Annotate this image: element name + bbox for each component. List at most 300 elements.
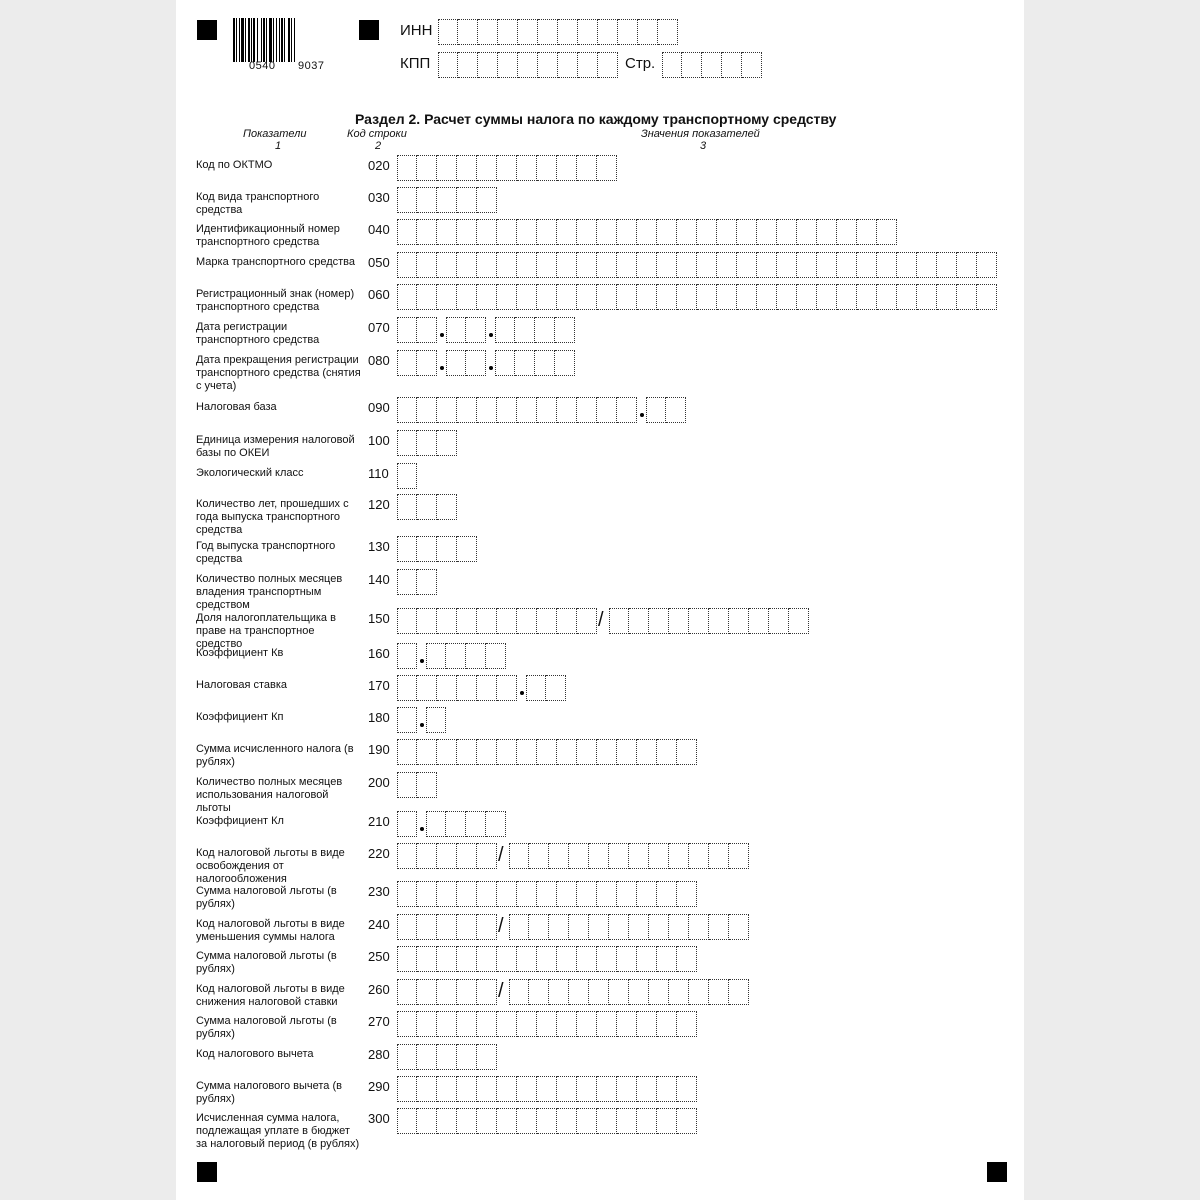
row-field-160[interactable]: [397, 643, 506, 669]
row-field-130[interactable]: [397, 536, 477, 562]
input-cell[interactable]: [397, 707, 417, 733]
input-cell[interactable]: [477, 187, 497, 213]
cell-group[interactable]: [446, 350, 486, 376]
input-cell[interactable]: [457, 1076, 477, 1102]
cell-group[interactable]: [397, 979, 497, 1005]
input-cell[interactable]: [557, 397, 577, 423]
input-cell[interactable]: [509, 979, 529, 1005]
input-cell[interactable]: [437, 1044, 457, 1070]
cell-group[interactable]: [397, 643, 417, 669]
input-cell[interactable]: [877, 252, 897, 278]
input-cell[interactable]: [609, 608, 629, 634]
input-cell[interactable]: [517, 608, 537, 634]
input-cell[interactable]: [617, 739, 637, 765]
cell-group[interactable]: [397, 914, 497, 940]
input-cell[interactable]: [397, 219, 417, 245]
input-cell[interactable]: [649, 914, 669, 940]
input-cell[interactable]: [529, 979, 549, 1005]
input-cell[interactable]: [609, 979, 629, 1005]
input-cell[interactable]: [577, 946, 597, 972]
input-cell[interactable]: [682, 52, 702, 78]
input-cell[interactable]: [729, 979, 749, 1005]
input-cell[interactable]: [397, 811, 417, 837]
input-cell[interactable]: [569, 843, 589, 869]
input-cell[interactable]: [526, 675, 546, 701]
input-cell[interactable]: [917, 284, 937, 310]
input-cell[interactable]: [637, 1076, 657, 1102]
input-cell[interactable]: [517, 252, 537, 278]
input-cell[interactable]: [737, 284, 757, 310]
input-cell[interactable]: [457, 881, 477, 907]
input-cell[interactable]: [457, 284, 477, 310]
row-field-040[interactable]: [397, 219, 897, 245]
input-cell[interactable]: [817, 219, 837, 245]
input-cell[interactable]: [515, 317, 535, 343]
input-cell[interactable]: [478, 19, 498, 45]
input-cell[interactable]: [397, 252, 417, 278]
input-cell[interactable]: [446, 317, 466, 343]
input-cell[interactable]: [617, 252, 637, 278]
input-cell[interactable]: [537, 155, 557, 181]
input-cell[interactable]: [557, 946, 577, 972]
input-cell[interactable]: [937, 284, 957, 310]
input-cell[interactable]: [497, 608, 517, 634]
input-cell[interactable]: [437, 155, 457, 181]
input-cell[interactable]: [437, 675, 457, 701]
input-cell[interactable]: [497, 881, 517, 907]
input-cell[interactable]: [417, 1108, 437, 1134]
input-cell[interactable]: [677, 739, 697, 765]
input-cell[interactable]: [702, 52, 722, 78]
input-cell[interactable]: [417, 608, 437, 634]
input-cell[interactable]: [549, 843, 569, 869]
input-cell[interactable]: [537, 1108, 557, 1134]
input-cell[interactable]: [517, 1076, 537, 1102]
input-cell[interactable]: [517, 397, 537, 423]
input-cell[interactable]: [417, 914, 437, 940]
input-cell[interactable]: [477, 1076, 497, 1102]
input-cell[interactable]: [598, 19, 618, 45]
input-cell[interactable]: [497, 155, 517, 181]
input-cell[interactable]: [397, 675, 417, 701]
input-cell[interactable]: [549, 914, 569, 940]
cell-group[interactable]: [397, 881, 697, 907]
input-cell[interactable]: [417, 772, 437, 798]
input-cell[interactable]: [478, 52, 498, 78]
input-cell[interactable]: [597, 1011, 617, 1037]
cell-group[interactable]: [397, 397, 637, 423]
input-cell[interactable]: [577, 1076, 597, 1102]
input-cell[interactable]: [417, 881, 437, 907]
input-cell[interactable]: [417, 494, 437, 520]
input-cell[interactable]: [537, 1011, 557, 1037]
input-cell[interactable]: [877, 219, 897, 245]
cell-group[interactable]: [397, 675, 517, 701]
input-cell[interactable]: [557, 881, 577, 907]
row-field-060[interactable]: [397, 284, 997, 310]
input-cell[interactable]: [397, 979, 417, 1005]
row-field-190[interactable]: [397, 739, 697, 765]
input-cell[interactable]: [497, 1108, 517, 1134]
input-cell[interactable]: [397, 317, 417, 343]
input-cell[interactable]: [486, 811, 506, 837]
row-field-180[interactable]: [397, 707, 446, 733]
input-cell[interactable]: [589, 914, 609, 940]
input-cell[interactable]: [477, 675, 497, 701]
input-cell[interactable]: [722, 52, 742, 78]
input-cell[interactable]: [509, 914, 529, 940]
input-cell[interactable]: [677, 284, 697, 310]
input-cell[interactable]: [495, 317, 515, 343]
cell-group[interactable]: [397, 1108, 697, 1134]
input-cell[interactable]: [669, 608, 689, 634]
input-cell[interactable]: [717, 219, 737, 245]
row-field-020[interactable]: [397, 155, 617, 181]
input-cell[interactable]: [697, 252, 717, 278]
input-cell[interactable]: [617, 284, 637, 310]
input-cell[interactable]: [437, 608, 457, 634]
input-cell[interactable]: [397, 397, 417, 423]
input-cell[interactable]: [477, 843, 497, 869]
input-cell[interactable]: [417, 252, 437, 278]
inn-field[interactable]: [438, 19, 678, 45]
input-cell[interactable]: [477, 284, 497, 310]
input-cell[interactable]: [777, 252, 797, 278]
input-cell[interactable]: [558, 19, 578, 45]
row-field-270[interactable]: [397, 1011, 697, 1037]
cell-group[interactable]: [397, 811, 417, 837]
input-cell[interactable]: [498, 52, 518, 78]
input-cell[interactable]: [657, 881, 677, 907]
input-cell[interactable]: [977, 284, 997, 310]
input-cell[interactable]: [457, 1044, 477, 1070]
input-cell[interactable]: [457, 946, 477, 972]
input-cell[interactable]: [657, 284, 677, 310]
input-cell[interactable]: [537, 946, 557, 972]
input-cell[interactable]: [837, 284, 857, 310]
input-cell[interactable]: [497, 675, 517, 701]
input-cell[interactable]: [777, 284, 797, 310]
input-cell[interactable]: [857, 219, 877, 245]
input-cell[interactable]: [397, 643, 417, 669]
row-field-250[interactable]: [397, 946, 697, 972]
input-cell[interactable]: [677, 219, 697, 245]
input-cell[interactable]: [397, 881, 417, 907]
input-cell[interactable]: [638, 19, 658, 45]
input-cell[interactable]: [446, 811, 466, 837]
input-cell[interactable]: [577, 608, 597, 634]
input-cell[interactable]: [518, 52, 538, 78]
cell-group[interactable]: [397, 843, 497, 869]
input-cell[interactable]: [717, 284, 737, 310]
row-field-200[interactable]: [397, 772, 437, 798]
input-cell[interactable]: [517, 1011, 537, 1037]
cell-group[interactable]: [397, 569, 437, 595]
input-cell[interactable]: [709, 843, 729, 869]
input-cell[interactable]: [629, 843, 649, 869]
input-cell[interactable]: [477, 155, 497, 181]
row-field-080[interactable]: [397, 350, 575, 376]
input-cell[interactable]: [437, 284, 457, 310]
input-cell[interactable]: [537, 1076, 557, 1102]
row-field-260[interactable]: [397, 979, 749, 1005]
input-cell[interactable]: [977, 252, 997, 278]
input-cell[interactable]: [877, 284, 897, 310]
input-cell[interactable]: [417, 155, 437, 181]
input-cell[interactable]: [446, 643, 466, 669]
input-cell[interactable]: [438, 52, 458, 78]
input-cell[interactable]: [557, 1108, 577, 1134]
input-cell[interactable]: [397, 608, 417, 634]
page-number-field[interactable]: [662, 52, 762, 78]
input-cell[interactable]: [457, 1011, 477, 1037]
input-cell[interactable]: [589, 979, 609, 1005]
input-cell[interactable]: [437, 252, 457, 278]
input-cell[interactable]: [729, 914, 749, 940]
input-cell[interactable]: [477, 1108, 497, 1134]
input-cell[interactable]: [629, 914, 649, 940]
input-cell[interactable]: [457, 1108, 477, 1134]
input-cell[interactable]: [569, 979, 589, 1005]
input-cell[interactable]: [397, 430, 417, 456]
input-cell[interactable]: [397, 569, 417, 595]
input-cell[interactable]: [537, 219, 557, 245]
input-cell[interactable]: [457, 914, 477, 940]
input-cell[interactable]: [917, 252, 937, 278]
input-cell[interactable]: [629, 979, 649, 1005]
input-cell[interactable]: [397, 536, 417, 562]
input-cell[interactable]: [597, 946, 617, 972]
input-cell[interactable]: [537, 608, 557, 634]
row-field-120[interactable]: [397, 494, 457, 520]
input-cell[interactable]: [709, 979, 729, 1005]
input-cell[interactable]: [417, 569, 437, 595]
input-cell[interactable]: [817, 284, 837, 310]
input-cell[interactable]: [677, 1108, 697, 1134]
input-cell[interactable]: [457, 252, 477, 278]
input-cell[interactable]: [495, 350, 515, 376]
input-cell[interactable]: [669, 843, 689, 869]
input-cell[interactable]: [637, 284, 657, 310]
input-cell[interactable]: [857, 252, 877, 278]
input-cell[interactable]: [577, 397, 597, 423]
input-cell[interactable]: [657, 252, 677, 278]
input-cell[interactable]: [497, 946, 517, 972]
input-cell[interactable]: [577, 1011, 597, 1037]
cell-group[interactable]: [397, 494, 457, 520]
input-cell[interactable]: [597, 1076, 617, 1102]
row-field-230[interactable]: [397, 881, 697, 907]
input-cell[interactable]: [437, 536, 457, 562]
input-cell[interactable]: [577, 1108, 597, 1134]
input-cell[interactable]: [558, 52, 578, 78]
input-cell[interactable]: [577, 219, 597, 245]
input-cell[interactable]: [749, 608, 769, 634]
row-field-030[interactable]: [397, 187, 497, 213]
input-cell[interactable]: [437, 187, 457, 213]
input-cell[interactable]: [477, 1011, 497, 1037]
input-cell[interactable]: [397, 1011, 417, 1037]
input-cell[interactable]: [466, 811, 486, 837]
input-cell[interactable]: [597, 252, 617, 278]
input-cell[interactable]: [709, 608, 729, 634]
input-cell[interactable]: [897, 284, 917, 310]
cell-group[interactable]: [397, 1011, 697, 1037]
input-cell[interactable]: [397, 350, 417, 376]
input-cell[interactable]: [689, 843, 709, 869]
cell-group[interactable]: [397, 155, 617, 181]
input-cell[interactable]: [555, 350, 575, 376]
input-cell[interactable]: [677, 1011, 697, 1037]
cell-group[interactable]: [495, 317, 575, 343]
input-cell[interactable]: [557, 219, 577, 245]
input-cell[interactable]: [617, 881, 637, 907]
input-cell[interactable]: [769, 608, 789, 634]
cell-group[interactable]: [397, 463, 417, 489]
input-cell[interactable]: [397, 155, 417, 181]
input-cell[interactable]: [609, 843, 629, 869]
cell-group[interactable]: [397, 1076, 697, 1102]
input-cell[interactable]: [549, 979, 569, 1005]
input-cell[interactable]: [717, 252, 737, 278]
input-cell[interactable]: [957, 252, 977, 278]
input-cell[interactable]: [437, 914, 457, 940]
input-cell[interactable]: [757, 284, 777, 310]
input-cell[interactable]: [569, 914, 589, 940]
row-field-290[interactable]: [397, 1076, 697, 1102]
input-cell[interactable]: [517, 946, 537, 972]
input-cell[interactable]: [597, 739, 617, 765]
input-cell[interactable]: [397, 1044, 417, 1070]
input-cell[interactable]: [417, 187, 437, 213]
input-cell[interactable]: [669, 914, 689, 940]
input-cell[interactable]: [515, 350, 535, 376]
input-cell[interactable]: [426, 643, 446, 669]
cell-group[interactable]: [397, 252, 997, 278]
input-cell[interactable]: [555, 317, 575, 343]
input-cell[interactable]: [417, 675, 437, 701]
input-cell[interactable]: [529, 914, 549, 940]
input-cell[interactable]: [517, 155, 537, 181]
input-cell[interactable]: [797, 284, 817, 310]
input-cell[interactable]: [477, 252, 497, 278]
input-cell[interactable]: [437, 1108, 457, 1134]
row-field-070[interactable]: [397, 317, 575, 343]
input-cell[interactable]: [535, 317, 555, 343]
input-cell[interactable]: [557, 155, 577, 181]
input-cell[interactable]: [789, 608, 809, 634]
input-cell[interactable]: [637, 739, 657, 765]
input-cell[interactable]: [657, 1108, 677, 1134]
input-cell[interactable]: [437, 1011, 457, 1037]
input-cell[interactable]: [437, 494, 457, 520]
input-cell[interactable]: [677, 252, 697, 278]
input-cell[interactable]: [477, 219, 497, 245]
input-cell[interactable]: [597, 284, 617, 310]
input-cell[interactable]: [578, 19, 598, 45]
input-cell[interactable]: [537, 397, 557, 423]
input-cell[interactable]: [557, 1011, 577, 1037]
input-cell[interactable]: [417, 1011, 437, 1037]
input-cell[interactable]: [477, 946, 497, 972]
input-cell[interactable]: [466, 350, 486, 376]
input-cell[interactable]: [509, 843, 529, 869]
input-cell[interactable]: [417, 397, 437, 423]
input-cell[interactable]: [937, 252, 957, 278]
cell-group[interactable]: [646, 397, 686, 423]
input-cell[interactable]: [697, 284, 717, 310]
input-cell[interactable]: [637, 252, 657, 278]
input-cell[interactable]: [426, 707, 446, 733]
input-cell[interactable]: [437, 881, 457, 907]
input-cell[interactable]: [617, 219, 637, 245]
input-cell[interactable]: [397, 463, 417, 489]
input-cell[interactable]: [457, 536, 477, 562]
input-cell[interactable]: [577, 881, 597, 907]
input-cell[interactable]: [477, 1044, 497, 1070]
input-cell[interactable]: [557, 284, 577, 310]
input-cell[interactable]: [598, 52, 618, 78]
input-cell[interactable]: [457, 397, 477, 423]
input-cell[interactable]: [546, 675, 566, 701]
cell-group[interactable]: [526, 675, 566, 701]
input-cell[interactable]: [617, 946, 637, 972]
input-cell[interactable]: [677, 1076, 697, 1102]
input-cell[interactable]: [837, 252, 857, 278]
input-cell[interactable]: [577, 739, 597, 765]
cell-group[interactable]: [609, 608, 809, 634]
input-cell[interactable]: [797, 252, 817, 278]
input-cell[interactable]: [477, 979, 497, 1005]
input-cell[interactable]: [646, 397, 666, 423]
row-field-220[interactable]: [397, 843, 749, 869]
input-cell[interactable]: [497, 252, 517, 278]
input-cell[interactable]: [457, 155, 477, 181]
input-cell[interactable]: [657, 946, 677, 972]
input-cell[interactable]: [597, 1108, 617, 1134]
input-cell[interactable]: [457, 979, 477, 1005]
input-cell[interactable]: [446, 350, 466, 376]
input-cell[interactable]: [618, 19, 638, 45]
input-cell[interactable]: [597, 219, 617, 245]
input-cell[interactable]: [666, 397, 686, 423]
input-cell[interactable]: [457, 219, 477, 245]
input-cell[interactable]: [477, 739, 497, 765]
input-cell[interactable]: [637, 1108, 657, 1134]
input-cell[interactable]: [437, 219, 457, 245]
input-cell[interactable]: [497, 1011, 517, 1037]
input-cell[interactable]: [757, 252, 777, 278]
cell-group[interactable]: [397, 739, 697, 765]
input-cell[interactable]: [397, 843, 417, 869]
input-cell[interactable]: [438, 19, 458, 45]
input-cell[interactable]: [517, 739, 537, 765]
input-cell[interactable]: [486, 643, 506, 669]
input-cell[interactable]: [466, 643, 486, 669]
input-cell[interactable]: [457, 675, 477, 701]
cell-group[interactable]: [397, 707, 417, 733]
input-cell[interactable]: [857, 284, 877, 310]
input-cell[interactable]: [437, 397, 457, 423]
input-cell[interactable]: [737, 252, 757, 278]
input-cell[interactable]: [417, 317, 437, 343]
row-field-210[interactable]: [397, 811, 506, 837]
input-cell[interactable]: [649, 608, 669, 634]
input-cell[interactable]: [426, 811, 446, 837]
input-cell[interactable]: [538, 52, 558, 78]
row-field-110[interactable]: [397, 463, 417, 489]
input-cell[interactable]: [629, 608, 649, 634]
